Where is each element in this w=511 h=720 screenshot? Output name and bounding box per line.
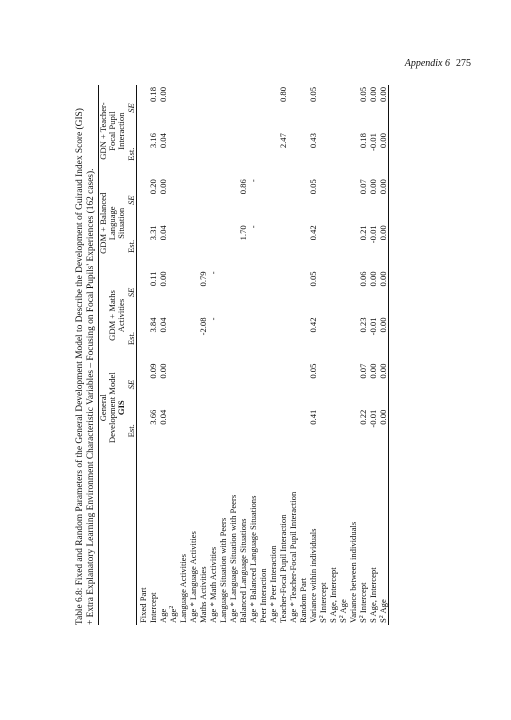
estimate-cell [218, 131, 228, 177]
estimate-cell [188, 223, 198, 269]
se-cell [348, 85, 358, 131]
se-cell [318, 85, 328, 131]
estimate-cell: 0.43 [308, 133, 318, 149]
se-cell [318, 269, 328, 315]
estimate-cell: 3.16 [148, 133, 158, 149]
se-cell [258, 85, 268, 131]
estimate-cell [198, 223, 208, 269]
estimate-cell [188, 131, 198, 177]
estimate-cell: 0.18 [358, 133, 368, 149]
se-cell [318, 362, 328, 408]
est-se-header-row [126, 85, 137, 625]
estimate-cell [318, 408, 328, 454]
se-cell [188, 85, 198, 131]
row-label: Teacher-Focal Pupil Interaction [278, 514, 288, 623]
se-cell [298, 177, 308, 223]
se-cell: 0.00 [158, 87, 168, 103]
estimate-cell: 0.22 [358, 409, 368, 425]
running-title: Appendix 6 [404, 58, 450, 69]
se-header: SE [126, 269, 137, 315]
estimate-cell [168, 223, 178, 269]
row-label: $S^2$ Intercept [358, 582, 368, 623]
estimate-cell: -0.01 [368, 317, 378, 336]
se-cell [218, 177, 228, 223]
se-cell [168, 269, 178, 315]
estimate-cell [288, 131, 298, 177]
se-cell [268, 362, 278, 408]
row-label: $S^2$ Intercept [318, 582, 328, 623]
row-label: Age * Teacher-Focal Pupil Interaction [288, 491, 298, 623]
estimate-cell: 0.41 [308, 409, 318, 425]
estimate-cell: -0.01 [368, 225, 378, 244]
estimate-cell [178, 316, 188, 362]
row-label: Maths Activities [198, 566, 208, 623]
estimate-cell: 0.23 [358, 317, 368, 333]
se-cell: 0.00 [368, 87, 378, 103]
estimate-cell [348, 316, 358, 362]
estimate-cell [288, 316, 298, 362]
estimate-cell [208, 223, 218, 269]
estimate-cell [248, 316, 258, 362]
est-header: Est. [126, 131, 137, 177]
estimate-cell: 3.84 [148, 317, 158, 333]
estimate-cell [258, 316, 268, 362]
se-cell: 0.18 [148, 87, 158, 103]
estimate-cell [238, 131, 248, 177]
estimate-cell [338, 316, 348, 362]
estimate-cell: 0.00 [378, 223, 389, 269]
se-cell [248, 85, 258, 131]
se-cell [178, 177, 188, 223]
estimate-cell: 0.04 [158, 409, 168, 425]
estimate-cell [298, 223, 308, 269]
estimate-cell [268, 131, 278, 177]
table-body [137, 85, 389, 625]
se-cell [218, 269, 228, 315]
se-cell [238, 269, 248, 315]
table-row [258, 85, 268, 625]
se-cell [298, 362, 308, 408]
estimate-cell [328, 131, 338, 177]
est-header: Est. [126, 223, 137, 269]
estimate-cell [198, 131, 208, 177]
se-cell: 0.11 [148, 271, 158, 287]
se-cell: 0.80 [278, 87, 288, 103]
estimate-cell [178, 408, 188, 454]
estimate-cell [228, 408, 238, 454]
table-row [318, 85, 328, 625]
se-cell [258, 269, 268, 315]
model-header-maths: GDM + Maths Activities [99, 269, 127, 361]
se-cell [238, 85, 248, 131]
est-header: Est. [126, 316, 137, 362]
estimate-cell [278, 223, 288, 269]
estimate-cell [328, 316, 338, 362]
estimate-cell: 0.42 [308, 317, 318, 333]
estimate-cell [188, 316, 198, 362]
model-header-row [99, 85, 127, 625]
estimate-cell: 0.00 [378, 408, 389, 454]
estimate-cell [208, 131, 218, 177]
estimate-cell: 0.42 [308, 225, 318, 241]
se-cell [168, 85, 178, 131]
row-label: Age * Math Activities [208, 546, 218, 623]
estimate-cell: 0.21 [358, 225, 368, 241]
row-label: Variance between individuals [348, 521, 358, 623]
table-caption [75, 85, 96, 625]
estimate-cell [208, 408, 218, 454]
se-cell: - [208, 271, 218, 275]
estimate-cell [168, 408, 178, 454]
se-cell: 0.09 [148, 363, 158, 379]
estimate-cell [268, 223, 278, 269]
se-cell [298, 85, 308, 131]
row-label: Language Situation with Peers [218, 517, 228, 623]
estimate-cell [268, 316, 278, 362]
estimate-cell: 0.00 [378, 131, 389, 177]
estimate-cell: 0.04 [158, 317, 168, 333]
estimate-cell [248, 408, 258, 454]
se-cell [338, 85, 348, 131]
row-label: S Age, Intercept [328, 567, 338, 623]
se-cell [208, 177, 218, 223]
se-cell: 0.00 [368, 179, 378, 195]
se-header: SE [126, 177, 137, 223]
se-cell: 0.86 [238, 179, 248, 195]
se-cell [208, 85, 218, 131]
se-cell [338, 177, 348, 223]
estimate-cell [328, 223, 338, 269]
se-cell: 0.79 [198, 271, 208, 287]
estimate-cell [298, 408, 308, 454]
estimate-cell [258, 131, 268, 177]
estimate-cell: - [248, 225, 258, 229]
se-cell: 0.00 [378, 362, 389, 408]
se-cell [137, 85, 149, 131]
estimate-cell [268, 408, 278, 454]
page-number: 275 [456, 58, 471, 69]
estimate-cell [228, 131, 238, 177]
estimate-cell [278, 316, 288, 362]
estimate-cell [168, 131, 178, 177]
se-cell [178, 269, 188, 315]
se-cell [178, 85, 188, 131]
se-cell [188, 362, 198, 408]
estimate-cell [258, 408, 268, 454]
estimate-cell [137, 408, 149, 454]
se-cell: - [248, 179, 258, 183]
se-cell: 0.00 [158, 271, 168, 287]
se-cell [348, 177, 358, 223]
se-cell: 0.07 [358, 363, 368, 379]
se-cell [338, 362, 348, 408]
table-row [368, 85, 378, 625]
se-cell [278, 269, 288, 315]
se-cell: 0.00 [378, 177, 389, 223]
estimate-cell [137, 131, 149, 177]
estimate-cell: 0.04 [158, 133, 168, 149]
se-cell [278, 362, 288, 408]
estimate-cell [348, 131, 358, 177]
page-header [405, 58, 471, 69]
estimate-cell: 3.66 [148, 409, 158, 425]
se-cell: 0.05 [308, 87, 318, 103]
rotated-table-block [75, 85, 475, 625]
table-row [328, 85, 338, 625]
table-row [208, 85, 218, 625]
estimate-cell: -2.08 [198, 317, 208, 336]
model-header-gdm: General Development Model GIS [99, 362, 127, 454]
table-row [288, 85, 298, 625]
se-cell [218, 85, 228, 131]
se-cell [188, 269, 198, 315]
row-label: Age * Language Activities [188, 531, 198, 623]
se-cell: 0.05 [358, 87, 368, 103]
estimate-cell [238, 316, 248, 362]
table-row [378, 85, 389, 625]
caption-line-2: + Extra Explanatory Learning Environment Characteristic Variables – Focusing on Focal Pupils' Experiences (162 cases). [85, 168, 96, 625]
se-cell [288, 362, 298, 408]
se-cell: 0.05 [308, 179, 318, 195]
estimate-cell [198, 408, 208, 454]
estimate-cell [137, 223, 149, 269]
se-cell [248, 269, 258, 315]
row-label: Age * Balanced Language Situations [248, 495, 258, 623]
estimate-cell [338, 223, 348, 269]
table-row [358, 85, 368, 625]
estimate-cell [348, 408, 358, 454]
estimate-cell [298, 316, 308, 362]
table-row [338, 85, 348, 625]
estimate-cell: - [208, 317, 218, 321]
se-cell [218, 362, 228, 408]
estimate-cell [218, 408, 228, 454]
table-row [268, 85, 278, 625]
estimate-cell [338, 131, 348, 177]
estimate-cell: -0.01 [368, 133, 378, 152]
estimate-cell [318, 223, 328, 269]
se-cell [228, 177, 238, 223]
estimate-cell [137, 316, 149, 362]
estimate-cell [288, 408, 298, 454]
se-cell: 0.00 [368, 363, 378, 379]
table-row [278, 85, 288, 625]
estimate-cell: 3.31 [148, 225, 158, 241]
se-cell: 0.06 [358, 271, 368, 287]
row-label: $S^2$ Age [378, 454, 389, 625]
estimate-cell: 0.00 [378, 316, 389, 362]
se-cell: 0.00 [158, 179, 168, 195]
se-cell [268, 177, 278, 223]
se-cell [288, 177, 298, 223]
se-cell: 0.05 [308, 271, 318, 287]
se-cell [298, 269, 308, 315]
estimate-cell [338, 408, 348, 454]
se-cell [198, 177, 208, 223]
row-label: Age [158, 608, 168, 623]
row-label: Intercept [148, 592, 158, 623]
se-cell [198, 362, 208, 408]
table-row [298, 85, 308, 625]
se-cell: 0.00 [378, 269, 389, 315]
model-header-teacher: GDN + Teacher- Focal Pupil Interaction [99, 85, 127, 177]
se-header: SE [126, 362, 137, 408]
row-label: Variance within individuals [308, 528, 318, 623]
se-cell [228, 362, 238, 408]
row-label: Random Part [298, 577, 308, 623]
se-cell [328, 85, 338, 131]
row-label: $S^2$ Age [338, 599, 348, 623]
row-label: Fixed Part [138, 587, 148, 623]
table-row [168, 85, 178, 625]
se-cell [338, 269, 348, 315]
se-cell [328, 362, 338, 408]
se-cell [168, 177, 178, 223]
se-cell [178, 362, 188, 408]
estimate-cell: -0.01 [368, 409, 378, 428]
model-header-balanced: GDM + Balanced Language Situation [99, 177, 127, 269]
estimate-cell [298, 131, 308, 177]
se-cell: 0.00 [368, 271, 378, 287]
se-cell: 0.05 [308, 363, 318, 379]
estimate-cell [318, 316, 328, 362]
se-cell [348, 362, 358, 408]
se-cell [318, 177, 328, 223]
estimate-cell [348, 223, 358, 269]
se-cell [348, 269, 358, 315]
se-header: SE [126, 85, 137, 131]
se-cell: 0.00 [378, 85, 389, 131]
se-cell [238, 362, 248, 408]
estimate-cell [258, 223, 268, 269]
estimate-cell [218, 223, 228, 269]
se-cell [208, 362, 218, 408]
estimate-cell [318, 131, 328, 177]
se-cell [137, 269, 149, 315]
row-label: Age$^2$ [168, 605, 178, 623]
estimate-cell [228, 223, 238, 269]
se-cell [258, 362, 268, 408]
se-cell [188, 177, 198, 223]
parameters-table [98, 85, 389, 625]
table-row [218, 85, 228, 625]
se-cell [268, 269, 278, 315]
estimate-cell [278, 408, 288, 454]
se-cell [228, 85, 238, 131]
estimate-cell [288, 223, 298, 269]
table-row [188, 85, 198, 625]
se-cell [137, 177, 149, 223]
se-cell: 0.07 [358, 179, 368, 195]
estimate-cell: 2.47 [278, 133, 288, 149]
row-label: Balanced Language Situations [238, 518, 248, 623]
se-cell [328, 269, 338, 315]
estimate-cell [238, 408, 248, 454]
estimate-cell [178, 223, 188, 269]
row-label: Age * Peer Interaction [268, 545, 278, 623]
table-row [308, 85, 318, 625]
estimate-cell: 1.70 [238, 225, 248, 241]
estimate-cell [178, 131, 188, 177]
row-label: Language Activities [178, 554, 188, 623]
se-cell [137, 362, 149, 408]
se-cell [288, 269, 298, 315]
se-cell: 0.00 [158, 363, 168, 379]
table-row [238, 85, 248, 625]
estimate-cell [328, 408, 338, 454]
se-cell [248, 362, 258, 408]
se-cell [278, 177, 288, 223]
estimate-cell: 0.04 [158, 225, 168, 241]
estimate-cell [228, 316, 238, 362]
se-cell [268, 85, 278, 131]
caption-line-1: Table 6.8: Fixed and Random Parameters of the General Development Model to Describe the Development of Guiraud Index Score (GIS) [75, 108, 85, 625]
se-cell [328, 177, 338, 223]
row-label-header [99, 454, 127, 625]
se-cell [168, 362, 178, 408]
table-row [348, 85, 358, 625]
se-cell: 0.20 [148, 179, 158, 195]
row-label: Age * Language Situation with Peers [228, 494, 238, 623]
table-row [198, 85, 208, 625]
row-label: S Age, Intercept [368, 567, 378, 623]
table-row [148, 85, 158, 625]
estimate-cell [188, 408, 198, 454]
estimate-cell [168, 316, 178, 362]
table-row [137, 85, 149, 625]
table-row [158, 85, 168, 625]
table-row [228, 85, 238, 625]
est-header: Est. [126, 408, 137, 454]
table-row [248, 85, 258, 625]
se-cell [258, 177, 268, 223]
row-label: Peer Interaction [258, 568, 268, 623]
se-cell [288, 85, 298, 131]
estimate-cell [248, 131, 258, 177]
table-row [178, 85, 188, 625]
estimate-cell [218, 316, 228, 362]
se-cell [198, 85, 208, 131]
se-cell [228, 269, 238, 315]
